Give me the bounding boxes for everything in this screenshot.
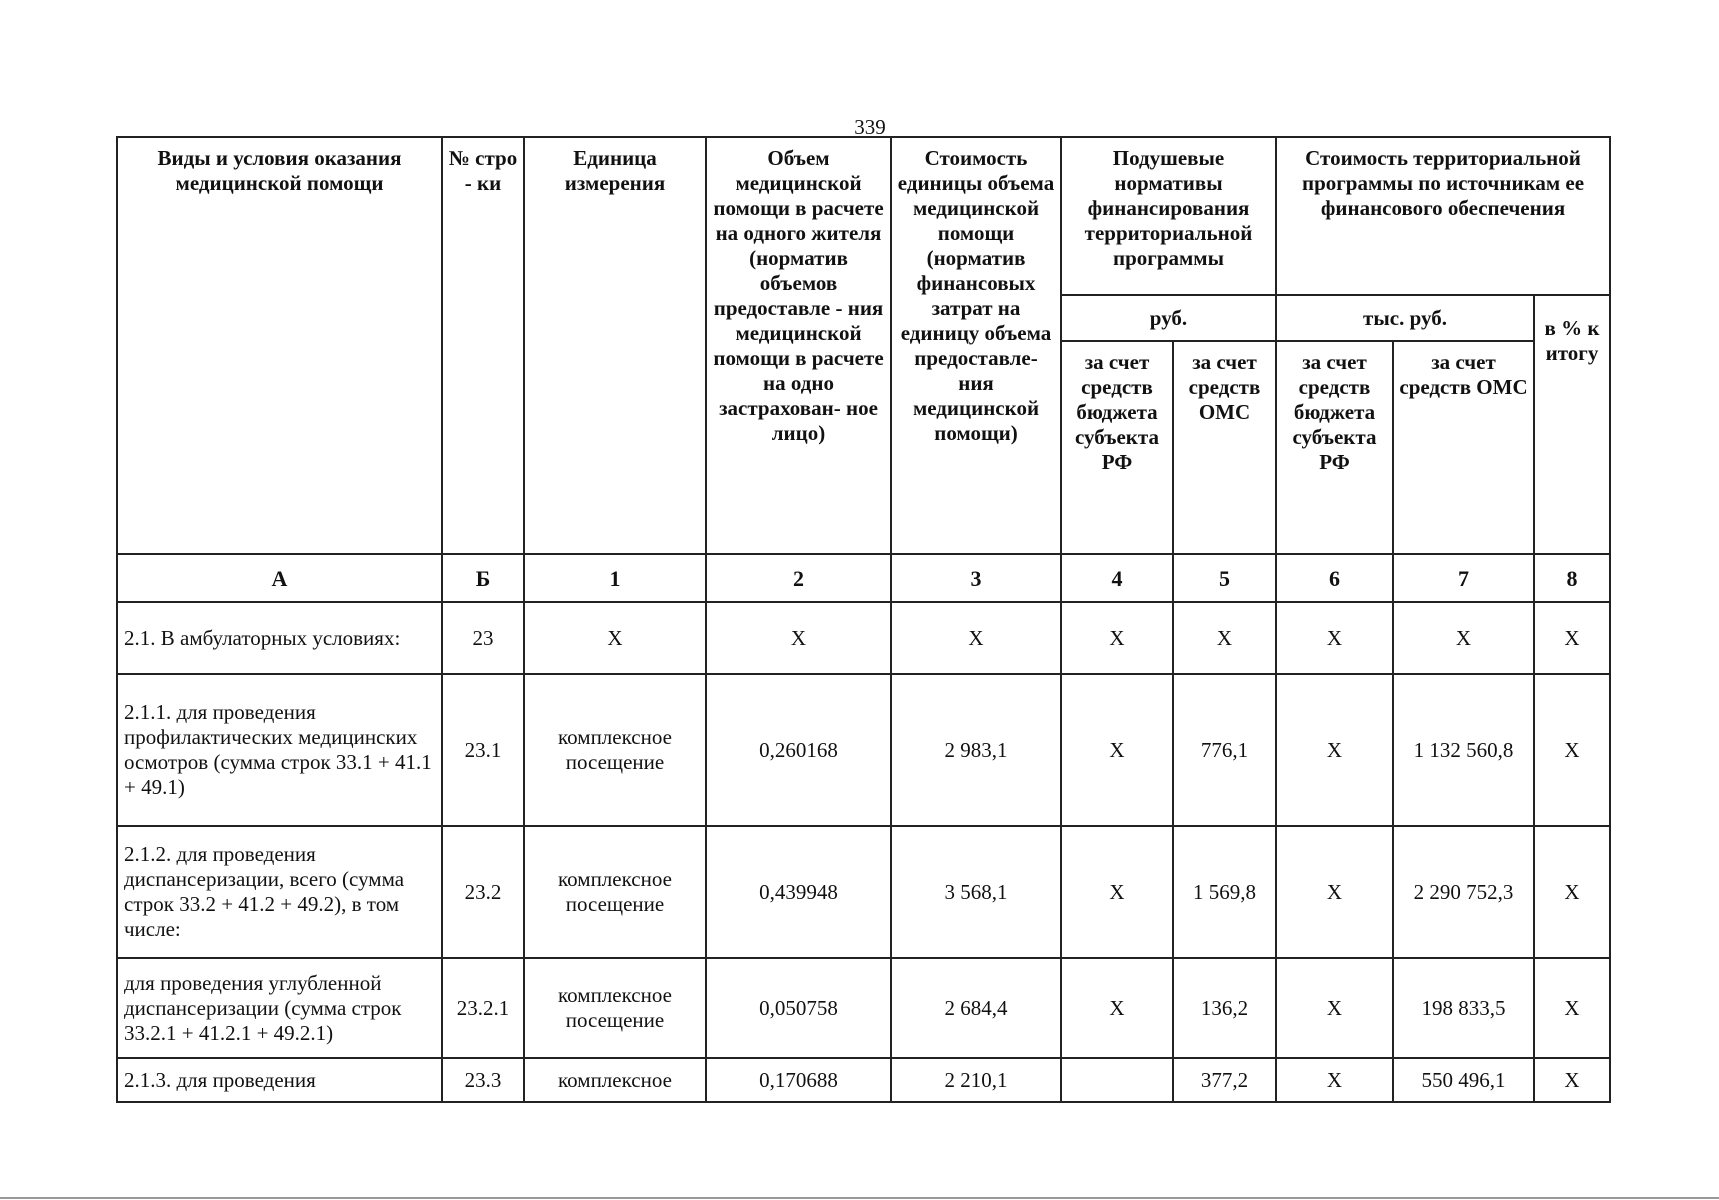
header-unit-thousand-rub: тыс. руб.: [1276, 295, 1534, 341]
row-line: 23: [442, 602, 524, 674]
row-col-6: Х: [1276, 958, 1393, 1058]
table-row: [117, 826, 1610, 958]
row-col-4: [1061, 1058, 1173, 1102]
row-col-4: Х: [1061, 826, 1173, 958]
row-col-8: Х: [1534, 958, 1610, 1058]
row-name: 2.1.3. для проведения: [117, 1058, 442, 1102]
row-col-5: 776,1: [1173, 674, 1276, 826]
page-number: 339: [854, 115, 886, 139]
row-col-5: 1 569,8: [1173, 826, 1276, 958]
row-name: 2.1. В амбулаторных условиях:: [117, 602, 442, 674]
row-col-5: 377,2: [1173, 1058, 1276, 1102]
table-row: [117, 958, 1610, 1058]
row-unit: комплексное посещение: [524, 958, 706, 1058]
header-col-1: Единица измерения: [524, 137, 706, 554]
row-col-8: Х: [1534, 1058, 1610, 1102]
row-col-7: Х: [1393, 602, 1534, 674]
financing-table: [116, 136, 1611, 1103]
header-col-6: за счет средств бюджета субъекта РФ: [1276, 341, 1393, 554]
table-row: [117, 674, 1610, 826]
header-col-5: за счет средств ОМС: [1173, 341, 1276, 554]
header-col-3: Стоимость единицы объема медицинской помощи (норматив финансовых затрат на единицу объема предоставле- ния медицинской помощи): [891, 137, 1061, 554]
colnum-8: 8: [1534, 554, 1610, 602]
header-col-b: № стро - ки: [442, 137, 524, 554]
header-col-4: за счет средств бюджета субъекта РФ: [1061, 341, 1173, 554]
header-col-2: Объем медицинской помощи в расчете на одного жителя (норматив объемов предоставле - ния медицинской помощи в расчете на одно застрахован- ное лицо): [706, 137, 891, 554]
colnum-7: 7: [1393, 554, 1534, 602]
row-col-5: 136,2: [1173, 958, 1276, 1058]
colnum-b: Б: [442, 554, 524, 602]
colnum-5: 5: [1173, 554, 1276, 602]
row-line: 23.2: [442, 826, 524, 958]
colnum-4: 4: [1061, 554, 1173, 602]
row-volume: 0,170688: [706, 1058, 891, 1102]
row-cost: Х: [891, 602, 1061, 674]
colnum-2: 2: [706, 554, 891, 602]
row-col-8: Х: [1534, 602, 1610, 674]
row-col-6: Х: [1276, 826, 1393, 958]
row-col-4: Х: [1061, 958, 1173, 1058]
row-col-7: 2 290 752,3: [1393, 826, 1534, 958]
row-name: 2.1.2. для проведения диспансеризации, всего (сумма строк 33.2 + 41.2 + 49.2), в том числе:: [117, 826, 442, 958]
colnum-a: А: [117, 554, 442, 602]
row-col-4: Х: [1061, 602, 1173, 674]
header-col-7: за счет средств ОМС: [1393, 341, 1534, 554]
colnum-6: 6: [1276, 554, 1393, 602]
row-line: 23.3: [442, 1058, 524, 1102]
row-unit: комплексное: [524, 1058, 706, 1102]
row-cost: 3 568,1: [891, 826, 1061, 958]
row-name: для проведения углубленной диспансеризации (сумма строк 33.2.1 + 41.2.1 + 49.2.1): [117, 958, 442, 1058]
row-col-7: 550 496,1: [1393, 1058, 1534, 1102]
row-cost: 2 983,1: [891, 674, 1061, 826]
row-line: 23.2.1: [442, 958, 524, 1058]
row-volume: Х: [706, 602, 891, 674]
row-volume: 0,050758: [706, 958, 891, 1058]
table-row: [117, 1058, 1610, 1102]
row-volume: 0,439948: [706, 826, 891, 958]
row-cost: 2 684,4: [891, 958, 1061, 1058]
row-volume: 0,260168: [706, 674, 891, 826]
row-line: 23.1: [442, 674, 524, 826]
header-group-program-cost: Стоимость территориальной программы по источникам ее финансового обеспечения: [1276, 137, 1610, 295]
scan-edge-line: [0, 1197, 1719, 1199]
header-col-8: в % к итогу: [1534, 295, 1610, 554]
header-group-per-capita: Подушевые нормативы финансирования территориальной программы: [1061, 137, 1276, 295]
row-col-8: Х: [1534, 826, 1610, 958]
row-col-7: 198 833,5: [1393, 958, 1534, 1058]
row-unit: комплексное посещение: [524, 674, 706, 826]
colnum-3: 3: [891, 554, 1061, 602]
row-col-7: 1 132 560,8: [1393, 674, 1534, 826]
row-col-8: Х: [1534, 674, 1610, 826]
row-col-6: Х: [1276, 1058, 1393, 1102]
row-name: 2.1.1. для проведения профилактических медицинских осмотров (сумма строк 33.1 + 41.1 + 49.1): [117, 674, 442, 826]
row-unit: комплексное посещение: [524, 826, 706, 958]
row-col-5: Х: [1173, 602, 1276, 674]
row-unit: Х: [524, 602, 706, 674]
header-col-a: Виды и условия оказания медицинской помощи: [117, 137, 442, 554]
row-cost: 2 210,1: [891, 1058, 1061, 1102]
table-row: [117, 602, 1610, 674]
row-col-6: Х: [1276, 674, 1393, 826]
header-unit-rub: руб.: [1061, 295, 1276, 341]
colnum-1: 1: [524, 554, 706, 602]
row-col-6: Х: [1276, 602, 1393, 674]
row-col-4: Х: [1061, 674, 1173, 826]
